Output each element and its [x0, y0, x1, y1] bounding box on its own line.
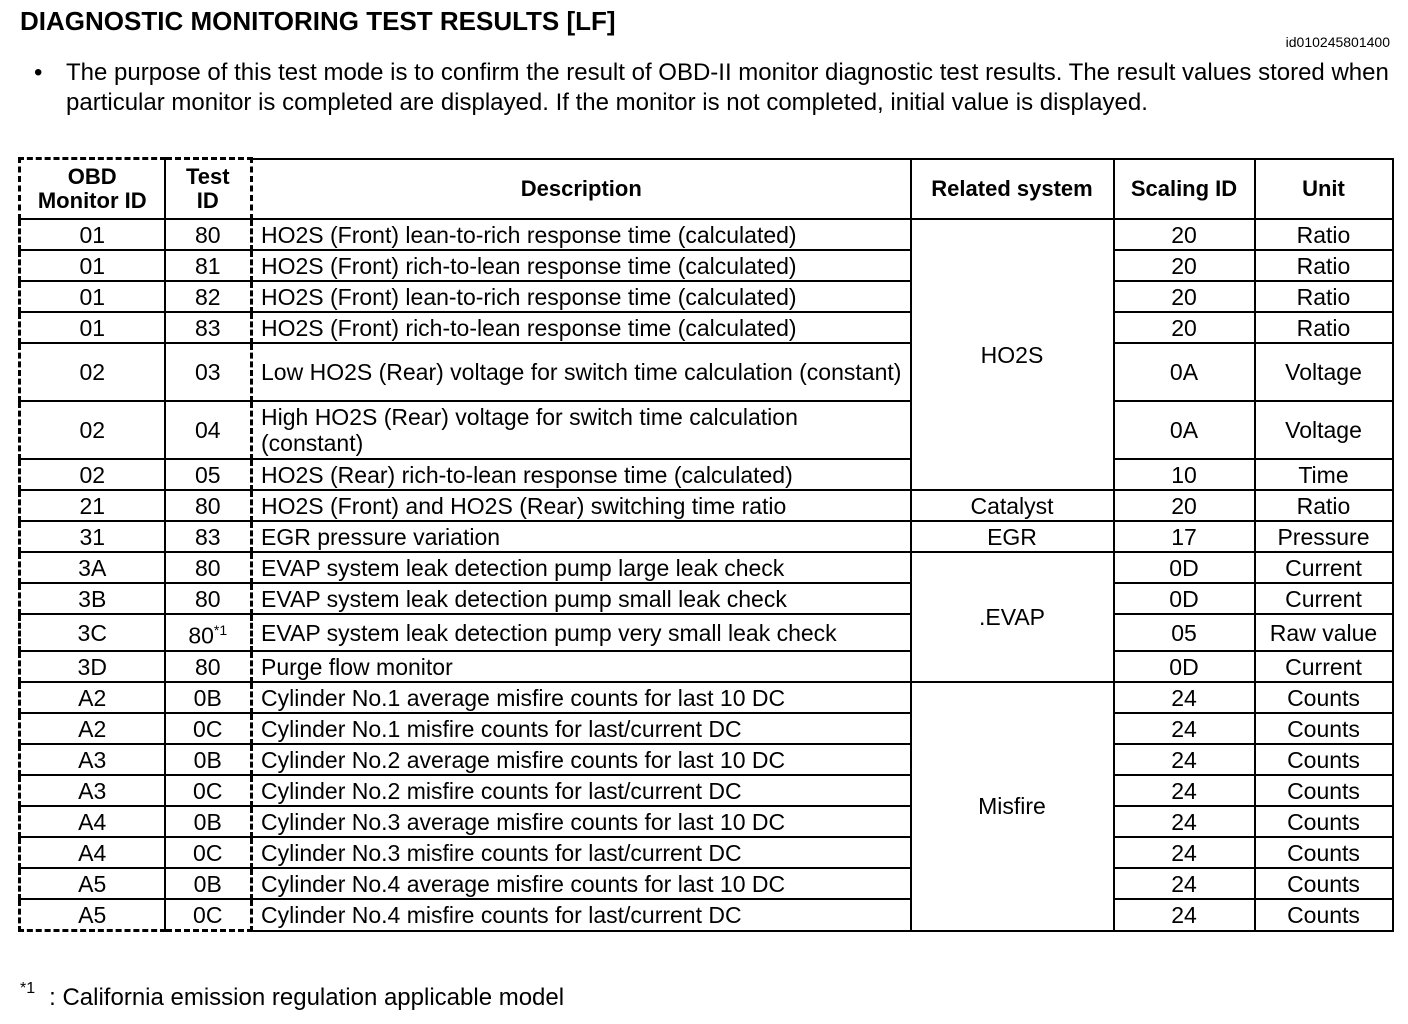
- unit-cell: Ratio: [1255, 281, 1393, 312]
- unit-cell: Current: [1255, 651, 1393, 682]
- table-row: [20, 868, 1393, 899]
- header-test-id: Test ID: [165, 159, 252, 220]
- description-cell: Cylinder No.4 misfire counts for last/current DC: [252, 899, 911, 931]
- unit-cell: Voltage: [1255, 343, 1393, 401]
- description-cell: Cylinder No.1 misfire counts for last/current DC: [252, 713, 911, 744]
- test-id-cell: 80: [165, 219, 252, 250]
- description-cell: HO2S (Rear) rich-to-lean response time (calculated): [252, 459, 911, 490]
- description-cell: HO2S (Front) lean-to-rich response time (calculated): [252, 219, 911, 250]
- footnote-mark: *1: [20, 980, 36, 997]
- unit-cell: Counts: [1255, 775, 1393, 806]
- monitor-id-cell: A3: [20, 775, 165, 806]
- monitor-id-cell: A2: [20, 682, 165, 713]
- document-id: id010245801400: [1285, 34, 1390, 50]
- table-row: [20, 682, 1393, 713]
- scaling-id-cell: 20: [1114, 281, 1255, 312]
- monitor-results-table: [18, 157, 1394, 932]
- monitor-id-cell: A3: [20, 744, 165, 775]
- intro-text: The purpose of this test mode is to confirm the result of OBD-II monitor diagnostic test results. The result values stored when particular monitor is completed are displayed. If the monitor is not completed, initial value is displayed.: [66, 59, 1389, 116]
- test-id-cell: 83: [165, 521, 252, 552]
- test-id-cell: 0B: [165, 868, 252, 899]
- description-cell: Cylinder No.3 misfire counts for last/current DC: [252, 837, 911, 868]
- unit-cell: Voltage: [1255, 401, 1393, 459]
- header-description: Description: [252, 159, 911, 220]
- scaling-id-cell: 0D: [1114, 583, 1255, 614]
- table-row: [20, 806, 1393, 837]
- description-cell: Cylinder No.1 average misfire counts for last 10 DC: [252, 682, 911, 713]
- test-id-cell: 0C: [165, 713, 252, 744]
- table-row: [20, 583, 1393, 614]
- related-system-cell: Catalyst: [911, 490, 1114, 521]
- scaling-id-cell: 0A: [1114, 401, 1255, 459]
- monitor-id-cell: 02: [20, 343, 165, 401]
- monitor-id-cell: A5: [20, 868, 165, 899]
- monitor-id-cell: 01: [20, 250, 165, 281]
- monitor-id-cell: 3A: [20, 552, 165, 583]
- unit-cell: Counts: [1255, 682, 1393, 713]
- related-system-cell: Misfire: [911, 682, 1114, 931]
- test-id-cell: 0B: [165, 806, 252, 837]
- description-cell: HO2S (Front) rich-to-lean response time (calculated): [252, 312, 911, 343]
- scaling-id-cell: 20: [1114, 490, 1255, 521]
- unit-cell: Ratio: [1255, 490, 1393, 521]
- footnote-text: : California emission regulation applicable model: [49, 984, 565, 1011]
- description-cell: Cylinder No.3 average misfire counts for last 10 DC: [252, 806, 911, 837]
- footnote-marker: *1: [213, 621, 228, 638]
- scaling-id-cell: 20: [1114, 219, 1255, 250]
- table-header-row: [20, 159, 1393, 220]
- description-cell: HO2S (Front) lean-to-rich response time (calculated): [252, 281, 911, 312]
- monitor-id-cell: 3B: [20, 583, 165, 614]
- scaling-id-cell: 05: [1114, 614, 1255, 651]
- test-id-cell: 80: [165, 651, 252, 682]
- description-cell: High HO2S (Rear) voltage for switch time calculation (constant): [252, 401, 911, 459]
- unit-cell: Current: [1255, 583, 1393, 614]
- test-id-cell: 82: [165, 281, 252, 312]
- header-related-system: Related system: [911, 159, 1114, 220]
- unit-cell: Time: [1255, 459, 1393, 490]
- test-id-value: 80: [188, 622, 214, 649]
- description-cell: HO2S (Front) rich-to-lean response time (calculated): [252, 250, 911, 281]
- table-row: [20, 521, 1393, 552]
- monitor-id-cell: A4: [20, 806, 165, 837]
- scaling-id-cell: 24: [1114, 744, 1255, 775]
- monitor-id-cell: 01: [20, 281, 165, 312]
- test-id-cell: 03: [165, 343, 252, 401]
- description-cell: Cylinder No.4 average misfire counts for last 10 DC: [252, 868, 911, 899]
- related-system-cell: EGR: [911, 521, 1114, 552]
- unit-cell: Pressure: [1255, 521, 1393, 552]
- table-row: [20, 651, 1393, 682]
- scaling-id-cell: 24: [1114, 775, 1255, 806]
- scaling-id-cell: 24: [1114, 837, 1255, 868]
- unit-cell: Raw value: [1255, 614, 1393, 651]
- monitor-id-cell: 31: [20, 521, 165, 552]
- unit-cell: Counts: [1255, 744, 1393, 775]
- scaling-id-cell: 10: [1114, 459, 1255, 490]
- description-cell: HO2S (Front) and HO2S (Rear) switching time ratio: [252, 490, 911, 521]
- table-row: [20, 281, 1393, 312]
- scaling-id-cell: 20: [1114, 312, 1255, 343]
- test-id-cell: 0B: [165, 682, 252, 713]
- description-cell: Low HO2S (Rear) voltage for switch time calculation (constant): [252, 343, 911, 401]
- test-id-cell: 80: [165, 552, 252, 583]
- monitor-id-cell: 01: [20, 219, 165, 250]
- table-row: [20, 899, 1393, 931]
- test-id-cell: 05: [165, 459, 252, 490]
- monitor-id-cell: A4: [20, 837, 165, 868]
- description-cell: EVAP system leak detection pump very small leak check: [252, 614, 911, 651]
- table-row: [20, 490, 1393, 521]
- intro-bullet: [34, 58, 1394, 118]
- unit-cell: Counts: [1255, 837, 1393, 868]
- unit-cell: Counts: [1255, 806, 1393, 837]
- table-row: [20, 775, 1393, 806]
- header-unit: Unit: [1255, 159, 1393, 220]
- description-cell: Cylinder No.2 misfire counts for last/current DC: [252, 775, 911, 806]
- unit-cell: Counts: [1255, 899, 1393, 931]
- footnote: [20, 980, 565, 1012]
- test-id-cell: 0C: [165, 899, 252, 931]
- scaling-id-cell: 24: [1114, 713, 1255, 744]
- table-row: [20, 744, 1393, 775]
- table-row: [20, 250, 1393, 281]
- table-row: [20, 343, 1393, 401]
- table-row: [20, 219, 1393, 250]
- monitor-id-cell: 3D: [20, 651, 165, 682]
- description-cell: EVAP system leak detection pump small leak check: [252, 583, 911, 614]
- monitor-id-cell: 01: [20, 312, 165, 343]
- test-id-cell: 80: [165, 583, 252, 614]
- monitor-id-cell: 02: [20, 401, 165, 459]
- test-id-cell: 0C: [165, 775, 252, 806]
- unit-cell: Counts: [1255, 713, 1393, 744]
- scaling-id-cell: 0D: [1114, 552, 1255, 583]
- monitor-id-cell: 02: [20, 459, 165, 490]
- monitor-id-cell: A2: [20, 713, 165, 744]
- monitor-id-cell: A5: [20, 899, 165, 931]
- page-title: DIAGNOSTIC MONITORING TEST RESULTS [LF]: [20, 6, 616, 36]
- related-system-cell: .EVAP: [911, 552, 1114, 682]
- scaling-id-cell: 0A: [1114, 343, 1255, 401]
- scaling-id-cell: 0D: [1114, 651, 1255, 682]
- table-row: [20, 713, 1393, 744]
- test-id-cell: 83: [165, 312, 252, 343]
- scaling-id-cell: 20: [1114, 250, 1255, 281]
- table-row: [20, 459, 1393, 490]
- monitor-id-cell: 21: [20, 490, 165, 521]
- header-scaling-id: Scaling ID: [1114, 159, 1255, 220]
- table-row: [20, 837, 1393, 868]
- table-row: [20, 312, 1393, 343]
- unit-cell: Ratio: [1255, 312, 1393, 343]
- description-cell: EGR pressure variation: [252, 521, 911, 552]
- test-id-cell: [165, 614, 252, 651]
- header-monitor-id: OBD Monitor ID: [20, 159, 165, 220]
- description-cell: Purge flow monitor: [252, 651, 911, 682]
- test-id-cell: 81: [165, 250, 252, 281]
- table-row: [20, 401, 1393, 459]
- unit-cell: Counts: [1255, 868, 1393, 899]
- unit-cell: Ratio: [1255, 219, 1393, 250]
- table-row: [20, 552, 1393, 583]
- unit-cell: Ratio: [1255, 250, 1393, 281]
- test-id-cell: 0B: [165, 744, 252, 775]
- scaling-id-cell: 17: [1114, 521, 1255, 552]
- monitor-id-cell: 3C: [20, 614, 165, 651]
- description-cell: EVAP system leak detection pump large leak check: [252, 552, 911, 583]
- scaling-id-cell: 24: [1114, 868, 1255, 899]
- scaling-id-cell: 24: [1114, 806, 1255, 837]
- scaling-id-cell: 24: [1114, 682, 1255, 713]
- scaling-id-cell: 24: [1114, 899, 1255, 931]
- test-id-cell: 0C: [165, 837, 252, 868]
- related-system-cell: HO2S: [911, 219, 1114, 490]
- unit-cell: Current: [1255, 552, 1393, 583]
- bullet-icon: •: [34, 59, 43, 86]
- test-id-cell: 80: [165, 490, 252, 521]
- table-row: [20, 614, 1393, 651]
- test-id-cell: 04: [165, 401, 252, 459]
- description-cell: Cylinder No.2 average misfire counts for last 10 DC: [252, 744, 911, 775]
